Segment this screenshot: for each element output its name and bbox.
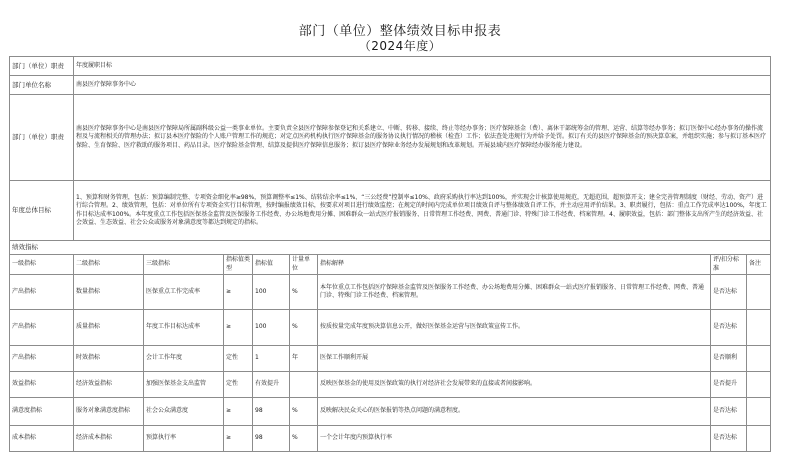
table-row — [10, 310, 771, 346]
cell-value: 1 — [253, 346, 290, 372]
cell-level3: 加强医保基金支出监管 — [144, 372, 224, 398]
cell-level2: 时效指标 — [74, 346, 144, 372]
col-header-type: 指标值类型 — [224, 255, 253, 275]
unit-row — [10, 76, 771, 95]
cell-type: ≥ — [224, 398, 253, 426]
cell-unit — [290, 372, 318, 398]
duty-row — [10, 57, 771, 76]
cell-note — [747, 310, 771, 346]
cell-type: ≥ — [224, 310, 253, 346]
cell-weight: 是否提升 — [711, 372, 747, 398]
table-row — [10, 398, 771, 426]
table-row — [10, 346, 771, 372]
col-header-level2: 二级指标 — [74, 255, 144, 275]
function-label: 部门（单位）职责 — [10, 95, 74, 181]
performance-goal-table — [9, 56, 771, 452]
unit-label: 部门单位名称 — [10, 76, 74, 95]
cell-weight: 是否顺利 — [711, 346, 747, 372]
col-header-unit: 计量单位 — [290, 255, 318, 275]
cell-level1: 产出指标 — [10, 310, 74, 346]
table-row — [10, 275, 771, 310]
cell-desc: 医保工作顺利开展 — [318, 346, 711, 372]
cell-level2: 经济效益指标 — [74, 372, 144, 398]
cell-level1: 产出指标 — [10, 346, 74, 372]
cell-level3: 预算执行率 — [144, 426, 224, 452]
cell-desc: 反映解决民众关心的医保报销等热点问题的满意程度。 — [318, 398, 711, 426]
page-subtitle-year: （2024年度） — [358, 39, 442, 53]
cell-type: ≥ — [224, 426, 253, 452]
table-row — [10, 372, 771, 398]
cell-note — [747, 346, 771, 372]
cell-note — [747, 275, 771, 310]
cell-desc: 本年位重点工作包括医疗保障基金监管及医保服务工作经费、办公场地费用分摊、困难群众一站式医疗报销服务、日常管理工作经费、网费、普通门诊、特殊门诊工作经费、档案管理。 — [318, 275, 711, 310]
table-row — [10, 426, 771, 452]
metrics-header-row — [10, 255, 771, 275]
cell-type: ≥ — [224, 275, 253, 310]
cell-level3: 医保重点工作完成率 — [144, 275, 224, 310]
cell-desc: 反映医保基金的使用及医保政策的执行对经济社会发展带来的直接或者间接影响。 — [318, 372, 711, 398]
cell-weight: 是否达标 — [711, 398, 747, 426]
page-title: 部门（单位）整体绩效目标申报表 — [298, 24, 502, 39]
cell-desc: 按质按量完成年度预决算信息公开，做好医保基金运营与医保政策宣传工作。 — [318, 310, 711, 346]
cell-unit: % — [290, 310, 318, 346]
cell-unit: 年 — [290, 346, 318, 372]
cell-level3: 社会公众满意度 — [144, 398, 224, 426]
cell-value: 98 — [253, 398, 290, 426]
cell-note — [747, 372, 771, 398]
function-row — [10, 95, 771, 181]
cell-unit: % — [290, 275, 318, 310]
cell-level2: 经济成本指标 — [74, 426, 144, 452]
cell-level3: 年度工作目标达成率 — [144, 310, 224, 346]
cell-value: 98 — [253, 426, 290, 452]
function-value: 南县医疗保障事务中心是南县医疗保障局所属副科级公益一类事业单位。主要负责全县医疗保障参保登记和关系建立、中断、转移、接续、终止等经办事务；医疗保障基金（费）、离休干部统筹金的管理、运营、结算等经办事务；拟订医保中心经办事务的操作流程及与流程相关的管理办法；拟订县本医疗保险的个人账户管理工作的规范；对定点医药机构执行医疗保障基金的服务协议执行情况的稽核（检查）工作；依法查处违规行为并给予处罚。拟订有关的县医疗保障基金的预决算草案，并组织实施；参与拟订基本医疗保险、生育保险、医疗救助的服务项目、药品目录。医疗保险基金管理、结算及提供医疗保障信息服务；拟订县医疗保障业务经办发展规划和改革规划。开展县域内医疗保障经办服务能力建设。 — [74, 95, 771, 181]
cell-level1: 效益指标 — [10, 372, 74, 398]
col-header-weight: 评/扣分标准 — [711, 255, 747, 275]
goal-label: 年度总体目标 — [10, 181, 74, 241]
duty-label: 部门（单位）职责 — [10, 57, 74, 76]
cell-value: 100 — [253, 275, 290, 310]
cell-level1: 满意度指标 — [10, 398, 74, 426]
cell-note — [747, 426, 771, 452]
cell-level2: 数量指标 — [74, 275, 144, 310]
col-header-level3: 三级指标 — [144, 255, 224, 275]
cell-note — [747, 398, 771, 426]
cell-weight: 是否达标 — [711, 426, 747, 452]
metrics-section-row — [10, 241, 771, 255]
cell-level3: 会计工作年度 — [144, 346, 224, 372]
cell-level2: 质量指标 — [74, 310, 144, 346]
cell-level2: 服务对象满意度指标 — [74, 398, 144, 426]
col-header-value: 指标值 — [253, 255, 290, 275]
duty-value: 年度履职目标 — [74, 57, 771, 76]
cell-type: 定性 — [224, 372, 253, 398]
cell-unit: % — [290, 426, 318, 452]
metrics-section-label: 绩效指标 — [10, 241, 771, 255]
col-header-note: 备注 — [747, 255, 771, 275]
cell-weight: 是否达标 — [711, 275, 747, 310]
col-header-level1: 一级指标 — [10, 255, 74, 275]
cell-desc: 一个会计年度内预算执行率 — [318, 426, 711, 452]
unit-value: 南县医疗保障事务中心 — [74, 76, 771, 95]
goal-row — [10, 181, 771, 241]
cell-weight: 是否达标 — [711, 310, 747, 346]
cell-value: 100 — [253, 310, 290, 346]
cell-value: 有效提升 — [253, 372, 290, 398]
cell-level1: 产出指标 — [10, 275, 74, 310]
cell-unit: % — [290, 398, 318, 426]
col-header-desc: 指标解释 — [318, 255, 711, 275]
cell-type: 定性 — [224, 346, 253, 372]
goal-value: 1、预算和财务管理，包括：预算编制完整、专项资金细化率≥98%，预算调整率≤1%、结转结余率≤1%、“三公经费”控制率≤10%、政府采购执行率达到100%，并实现会计核算使用规范，无超范围，超预算开支；建全完善管理制度（财经、劳动、资产）进行综合管理。2、绩效管理，包括：对单位所有专项资金实行目标管理，按时编报绩效目标，按要求对项目进行绩效监控；在规定的时间内完成单位项目绩效自评与整体绩效自评工作，并主动应用评价结果。3、职责履行，包括：重点工作完成率达100%，年度工作目标达成率100%。本年度重点工作包括医保基金监管及医保服务工作经费、办公场地费用分摊、困难群众一站式医疗报销服务、日常管理工作经费、网费、普通门诊、特殊门诊工作经费、档案管理。4、履职效益，包括：部门整体支出所产生的经济效益、社会效益、生态效益、社会公众或服务对象满意度等都达到规定的指标。 — [74, 181, 771, 241]
cell-level1: 成本指标 — [10, 426, 74, 452]
